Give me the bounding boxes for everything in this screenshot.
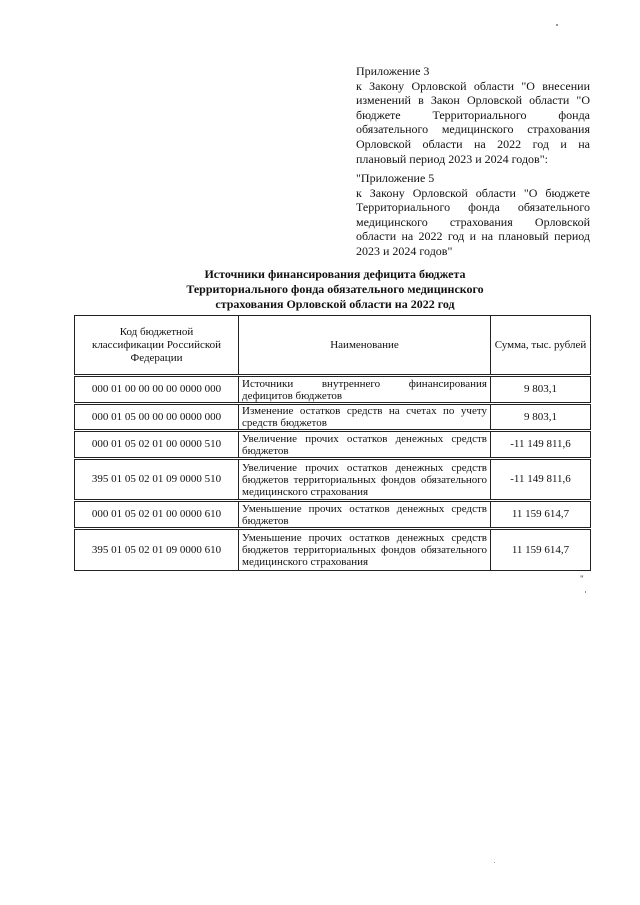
scan-speck — [585, 591, 586, 593]
cell-name: Уменьшение прочих остатков денежных средств бюджетов территориальных фондов обязательного медицинского страхования — [239, 529, 491, 571]
header-name: Наименование — [239, 316, 491, 376]
table-header-row — [75, 316, 591, 376]
closing-quote-mark: " — [580, 574, 584, 584]
document-title — [150, 267, 520, 311]
cell-code: 395 01 05 02 01 09 0000 510 — [75, 459, 239, 501]
cell-name: Изменение остатков средств на счетах по учету средств бюджетов — [239, 404, 491, 431]
cell-amount: -11 149 811,6 — [491, 459, 591, 501]
title-line-3: страхования Орловской области на 2022 год — [215, 296, 455, 311]
cell-name: Уменьшение прочих остатков денежных средств бюджетов — [239, 501, 491, 529]
table-row — [75, 404, 591, 431]
cell-code: 000 01 05 00 00 00 0000 000 — [75, 404, 239, 431]
financing-sources-table — [74, 315, 591, 571]
scan-speck — [494, 862, 495, 863]
table-row — [75, 431, 591, 459]
appendix-5-heading: "Приложение 5 — [356, 171, 435, 185]
cell-name: Увеличение прочих остатков денежных средств бюджетов — [239, 431, 491, 459]
table-row — [75, 501, 591, 529]
title-line-2: Территориального фонда обязательного медицинского — [186, 281, 484, 296]
header-amount: Сумма, тыс. рублей — [491, 316, 591, 376]
table-row — [75, 376, 591, 404]
cell-amount: 11 159 614,7 — [491, 529, 591, 571]
cell-amount: -11 149 811,6 — [491, 431, 591, 459]
header-code: Код бюджетной классификации Российской Федерации — [75, 316, 239, 376]
cell-code: 395 01 05 02 01 09 0000 610 — [75, 529, 239, 571]
cell-name: Источники внутреннего финансирования дефицитов бюджетов — [239, 376, 491, 404]
cell-code: 000 01 00 00 00 00 0000 000 — [75, 376, 239, 404]
appendix-5-block — [356, 171, 590, 259]
appendix-3-heading: Приложение 3 — [356, 64, 430, 78]
cell-amount: 9 803,1 — [491, 376, 591, 404]
appendix-3-text: к Закону Орловской области "О внесении изменений в Закон Орловской области "О бюджете Территориального фонда обязательного медицинского страхования Орловской области на 2022 год и на плановый период 2023 и 2024 годов": — [356, 78, 590, 166]
appendix-3-block — [356, 64, 590, 166]
table-row — [75, 459, 591, 501]
cell-amount: 11 159 614,7 — [491, 501, 591, 529]
cell-amount: 9 803,1 — [491, 404, 591, 431]
appendix-5-text: к Закону Орловской области "О бюджете Территориального фонда обязательного медицинского страхования Орловской области на 2022 год и на плановый период 2023 и 2024 годов" — [356, 185, 590, 258]
title-line-1: Источники финансирования дефицита бюджета — [204, 267, 466, 281]
cell-code: 000 01 05 02 01 00 0000 610 — [75, 501, 239, 529]
cell-code: 000 01 05 02 01 00 0000 510 — [75, 431, 239, 459]
cell-name: Увеличение прочих остатков денежных средств бюджетов территориальных фондов обязательного медицинского страхования — [239, 459, 491, 501]
table-row — [75, 529, 591, 571]
scan-speck — [556, 24, 558, 26]
